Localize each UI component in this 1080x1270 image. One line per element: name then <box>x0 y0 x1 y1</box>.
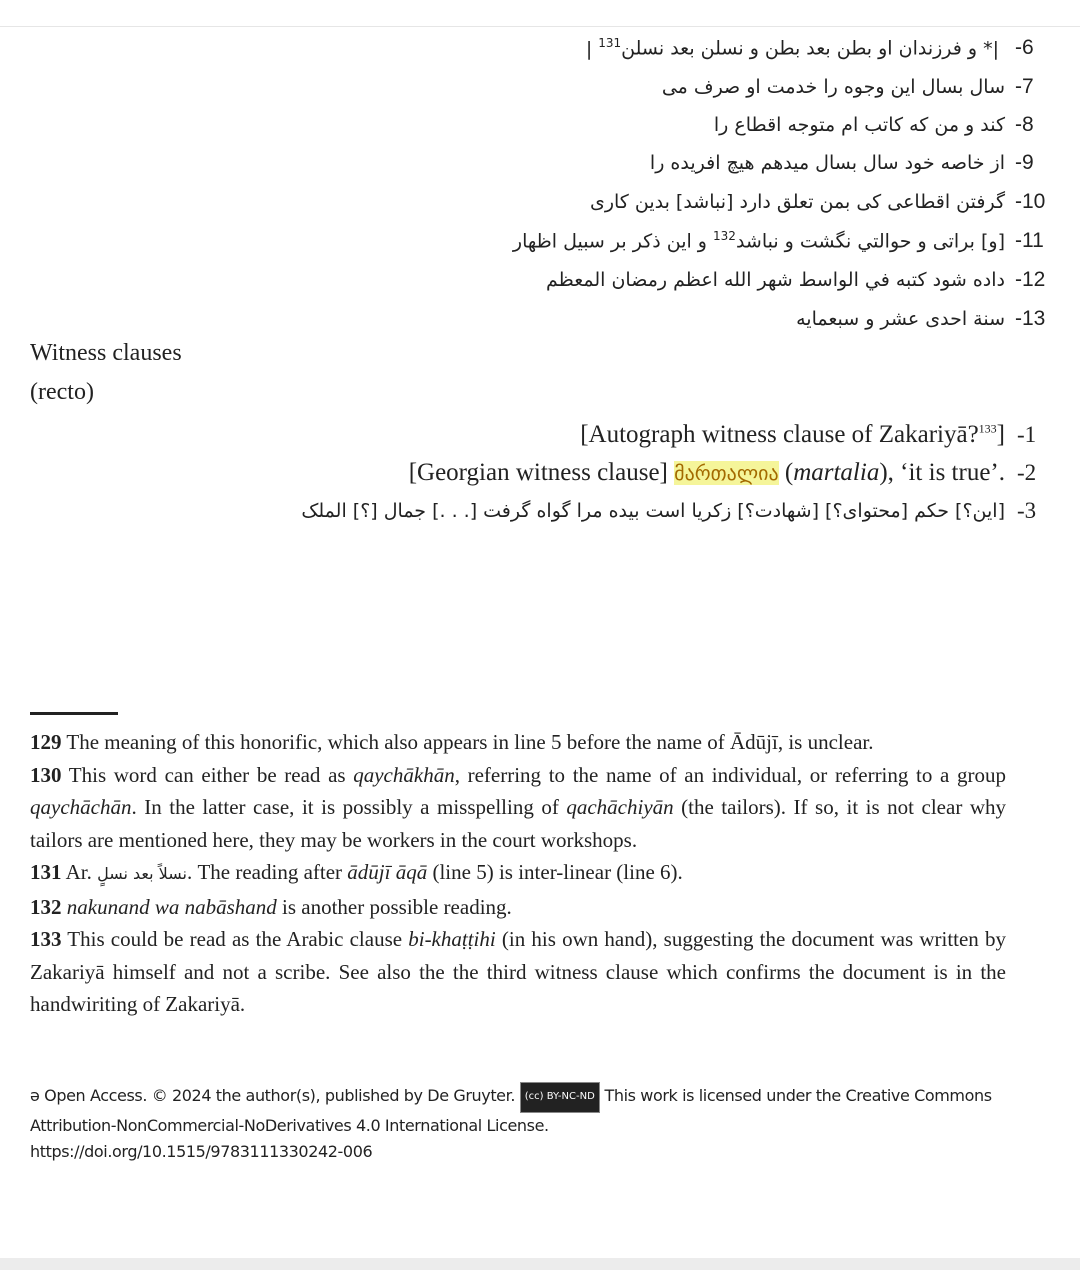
footnote-text: (line 5) is inter-linear (line 6). <box>427 860 683 884</box>
footnote-number: 133 <box>30 927 62 951</box>
footnote-ref[interactable]: 133 <box>978 421 997 436</box>
transcript-line <box>0 108 1034 142</box>
transcript-line <box>0 263 1046 297</box>
witness-line <box>301 494 1037 528</box>
witness-line <box>408 456 1037 490</box>
line-number: -8 <box>1015 113 1034 136</box>
transliteration: martalia <box>793 459 880 486</box>
transcript-line <box>0 185 1046 219</box>
line-number: -10 <box>1015 190 1046 213</box>
top-divider <box>0 26 1080 27</box>
line-number: -11 <box>1015 229 1044 252</box>
footnote-text: . In the latter case, it is possibly a misspelling of <box>131 795 567 819</box>
footnote-text: The meaning of this honorific, which also appears in line 5 before the name of Ādūjī, is unclear. <box>66 730 874 754</box>
footnote-text: (the tailors). If so, it is not clear why tailors are mentioned here, they may be workers in the court workshops. <box>30 795 1006 852</box>
footnote-italic: nakunand wa nabāshand <box>66 894 277 919</box>
line-marker: |* <box>983 37 999 60</box>
line-text: از خاصه خود سال بسال میدهم هیچ افریده را <box>649 152 1005 174</box>
line-number: -12 <box>1015 268 1046 291</box>
line-number: -1 <box>1017 422 1037 447</box>
footnote-italic: qaychākhān <box>353 762 455 787</box>
open-access-lock-icon: ə <box>30 1086 40 1105</box>
arabic-text: نسلاً بعد نسلٍ <box>97 864 187 883</box>
footnote-text: is another possible reading. <box>276 894 512 919</box>
cc-license-badge[interactable]: (cc) BY-NC-ND <box>520 1082 600 1113</box>
line-text: گرفتن اقطاعی کی بمن تعلق دارد [نباشد] بدین کاری <box>589 191 1005 213</box>
open-access-text: Open Access. © 2024 the author(s), published by De Gruyter. <box>44 1086 516 1105</box>
line-text: [و] براتی و حوالتي نگشت و نباشد <box>735 230 1005 253</box>
line-marker: | <box>585 37 593 60</box>
license-footer <box>30 1082 1020 1166</box>
witness-line <box>580 418 1037 452</box>
line-text: سنة احدى عشر و سبعمایه <box>796 308 1005 330</box>
footnote-text: This could be read as the Arabic clause <box>67 927 409 951</box>
transcript-line <box>0 31 1034 65</box>
footnotes <box>30 726 1006 1021</box>
bottom-bar <box>0 1258 1080 1270</box>
footnote-ref[interactable]: 131 <box>598 36 622 51</box>
footnote <box>30 856 1006 891</box>
footnote-rule <box>30 712 118 715</box>
line-number: -6 <box>1015 36 1034 59</box>
footnote-text: Ar. <box>65 860 98 884</box>
transcript-line <box>0 70 1034 104</box>
line-text: و فرزندان او بطن بعد بطن و نسلن بعد نسلن <box>621 37 978 60</box>
doi-link[interactable]: https://doi.org/10.1515/9783111330242-006 <box>30 1142 373 1161</box>
footnote-text: This word can either be read as <box>68 762 354 787</box>
footnote <box>30 891 1006 924</box>
footnote-italic: ādūjī āqā <box>347 860 428 884</box>
line-text: ] <box>996 421 1005 448</box>
footnote-italic: qachāchiyān <box>566 795 674 819</box>
line-number: -2 <box>1017 460 1037 485</box>
footnote-number: 130 <box>30 762 62 787</box>
footnote-number: 131 <box>30 860 62 884</box>
line-number: -13 <box>1015 307 1046 330</box>
line-text: [این؟] حکم [محتوای؟] [شهادت؟] زکریا است بیده مرا گواه گرفت [. . .] جمال [؟] الملک <box>301 500 1005 522</box>
footnote <box>30 726 1006 759</box>
line-number: -3 <box>1017 498 1037 523</box>
footnote <box>30 759 1006 857</box>
transcript-line <box>0 302 1046 336</box>
line-text: كند و من كه كاتب ام متوجه اقطاع را <box>713 114 1005 136</box>
line-text: داده شود کتبه في الواسط شهر الله اعظم رمضان المعظم <box>545 269 1005 291</box>
line-text: و این ذکر بر سبیل اظهار <box>512 230 707 253</box>
georgian-word-highlighted: მართალია <box>674 461 779 485</box>
footnote-text: (in his own hand), suggesting the document was written by Zakariyā himself and not a scribe. See also the the third witness clause which confirms the document is in the handwiriting of Zakariyā. <box>30 927 1006 1016</box>
line-number: -9 <box>1015 151 1034 174</box>
section-heading: Witness clauses <box>30 340 182 366</box>
footnote-italic: qaychāchān <box>30 795 132 819</box>
footnote-number: 132 <box>30 894 62 919</box>
line-number: -7 <box>1015 75 1034 98</box>
section-subheading: (recto) <box>30 379 94 405</box>
line-text: سال بسال این وجوه را خدمت او صرف می <box>661 76 1005 98</box>
line-text: ( <box>778 459 794 486</box>
line-text: [Georgian witness clause] <box>408 459 675 486</box>
line-text: [Autograph witness clause of Zakariyā? <box>580 421 979 448</box>
footnote-number: 129 <box>30 730 62 754</box>
footnote <box>30 923 1006 1021</box>
footnote-text: , referring to the name of an individual, or referring to a group <box>454 762 1006 787</box>
license-text: This work is licensed under the Creative Commons Attribution-NonCommercial-NoDerivatives 4.0 International License. <box>30 1086 992 1135</box>
footnote-text: . The reading after <box>186 860 348 884</box>
transcript-line <box>0 224 1044 258</box>
transcript-line <box>0 146 1034 180</box>
footnote-italic: bi-khaṭṭihi <box>408 927 496 951</box>
footnote-ref[interactable]: 132 <box>713 229 736 244</box>
line-text: ), ‘it is true’. <box>879 459 1005 486</box>
